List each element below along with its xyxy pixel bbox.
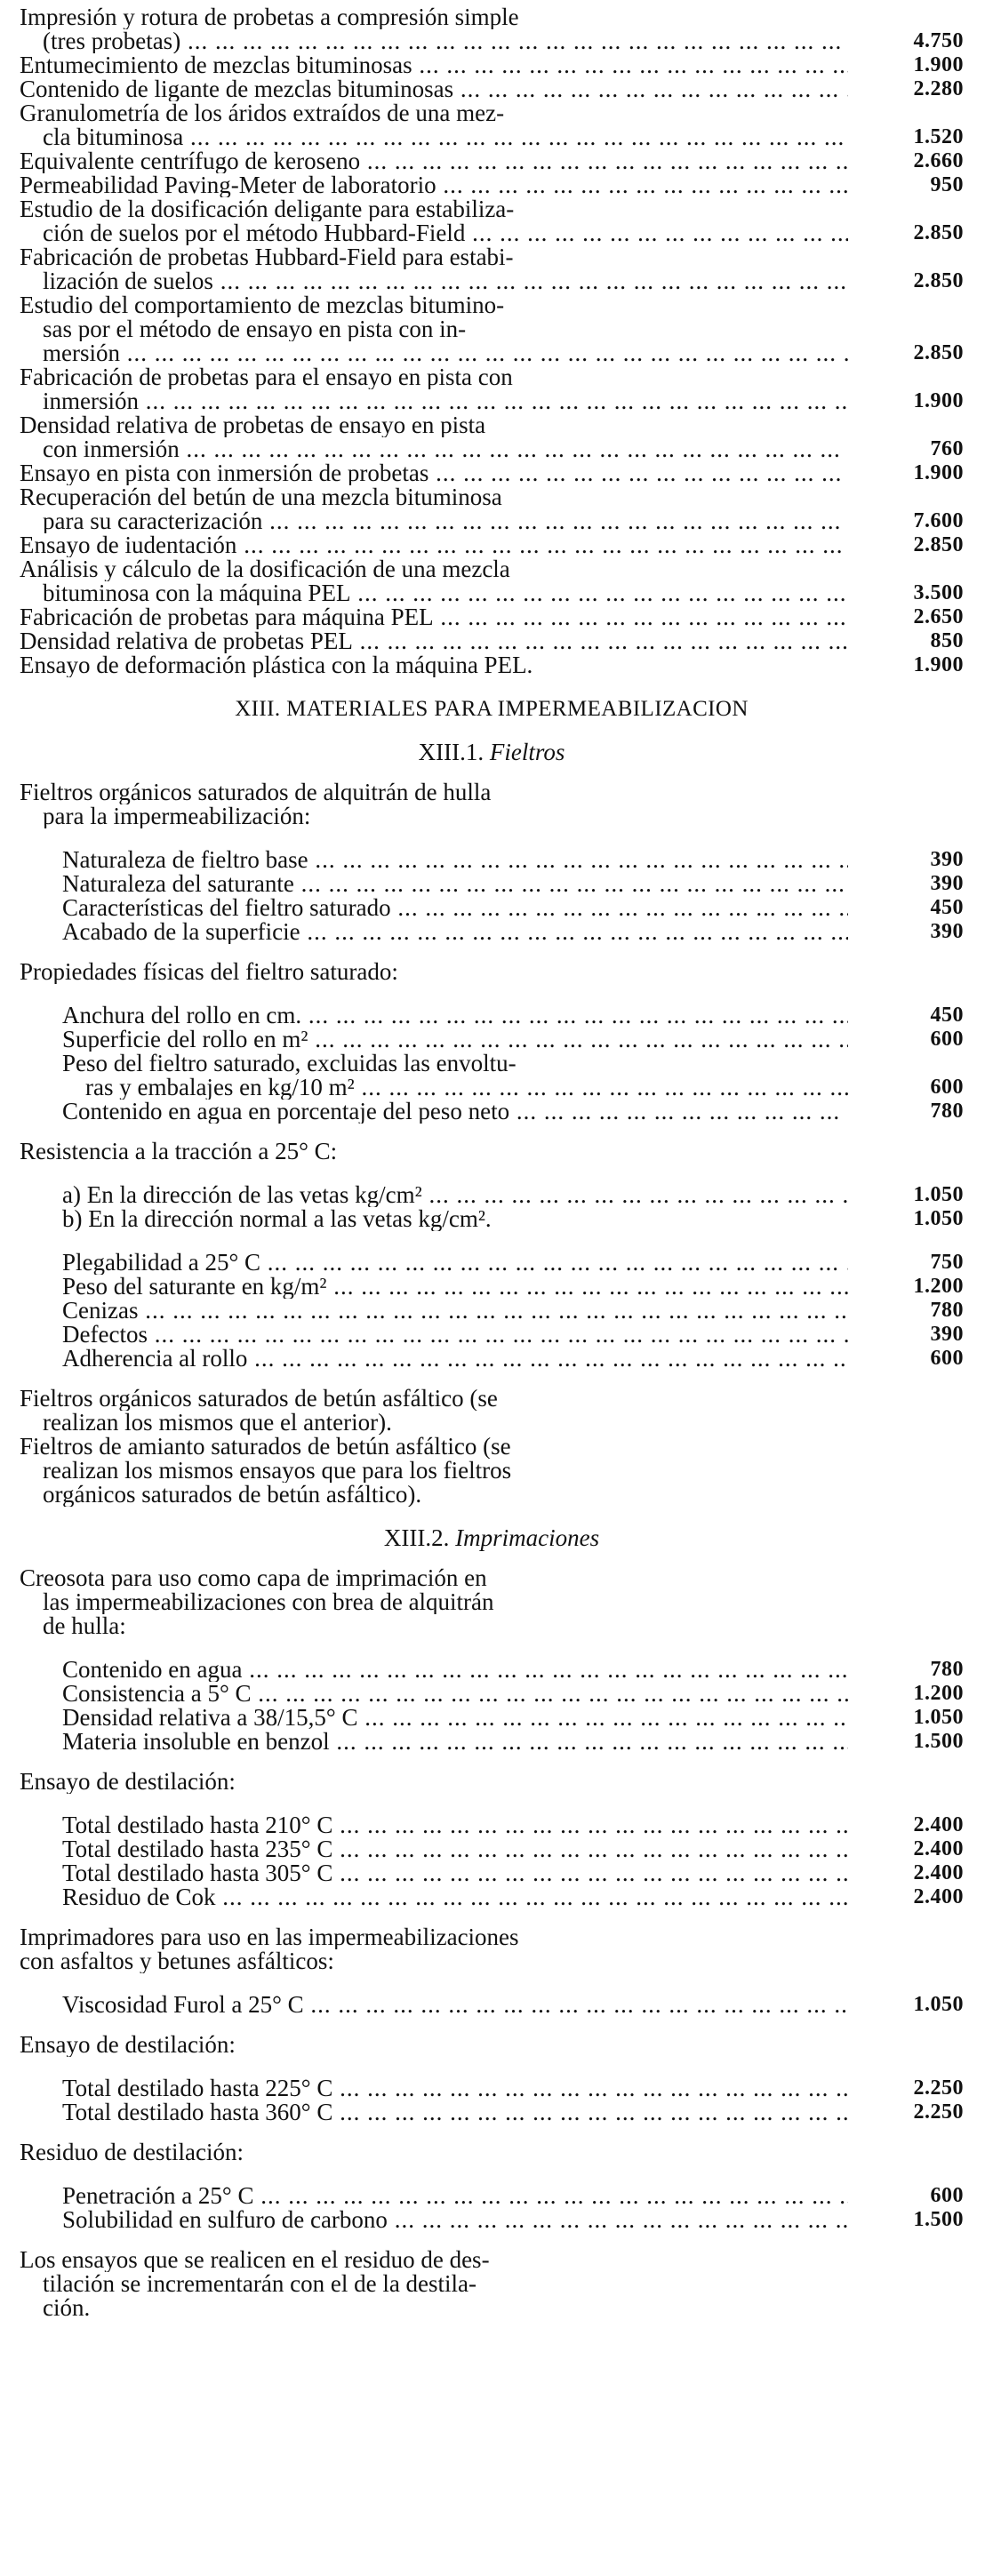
entry-description — [20, 101, 848, 149]
entry-price: 1.900 — [913, 653, 964, 676]
entry-price: 2.400 — [913, 1837, 964, 1860]
entry-line: Superficie del rollo en m² ... . — [62, 1028, 848, 1052]
imprimadores-intro — [20, 1925, 964, 1973]
entry-price: 2.400 — [913, 1885, 964, 1908]
price-entry — [20, 605, 964, 629]
imprimaciones-group-4 — [20, 2076, 964, 2124]
price-entry — [20, 293, 964, 365]
group-label: Ensayo de destilación: — [20, 1770, 236, 1794]
price-entry — [20, 533, 964, 557]
entry-description — [62, 1706, 848, 1730]
entry-line: Peso del fieltro saturado, excluidas las envoltu- — [62, 1052, 517, 1076]
price-entry — [20, 557, 964, 605]
entry-line: b) En la dirección normal a las vetas kg/cm². — [62, 1207, 492, 1231]
price-entry — [62, 1730, 964, 1754]
intro-line: con asfaltos y betunes asfálticos: — [20, 1949, 334, 1973]
entry-line: ción de suelos por el método Hubbard-Field ... . — [20, 221, 848, 245]
note-line: Fieltros orgánicos saturados de betún asfáltico (se — [20, 1387, 498, 1411]
entry-price: 450 — [930, 896, 964, 919]
entry-line: Viscosidad Furol a 25° C ... . — [62, 1993, 848, 2017]
entry-price: 2.650 — [913, 605, 964, 628]
entry-line: Peso del saturante en kg/m² ... . — [62, 1275, 848, 1299]
entry-price: 1.900 — [913, 461, 964, 484]
fieltros-group-1 — [20, 848, 964, 944]
price-entry — [62, 848, 964, 872]
entry-price: 1.200 — [913, 1275, 964, 1298]
group-label: Resistencia a la tracción a 25° C: — [20, 1140, 338, 1164]
entry-description — [62, 1275, 848, 1299]
entry-line: Contenido de ligante de mezclas bituminosas ... . — [20, 77, 848, 101]
price-entry — [62, 1251, 964, 1275]
entry-description — [62, 1323, 848, 1347]
price-entry — [20, 461, 964, 485]
entry-line: Materia insoluble en benzol ... . — [62, 1730, 848, 1754]
entry-price: 1.900 — [913, 53, 964, 76]
entry-line: Residuo de Cok ... . — [62, 1885, 848, 1909]
entry-price: 780 — [930, 1100, 964, 1123]
entry-description — [62, 1052, 848, 1100]
entry-description — [20, 53, 848, 77]
entry-description — [20, 365, 848, 413]
price-entry — [62, 2100, 964, 2124]
price-entry — [20, 629, 964, 653]
subsection-title: Fieltros — [489, 739, 565, 765]
price-entry — [62, 1658, 964, 1682]
entry-line: Fabricación de probetas para máquina PEL ... . — [20, 605, 848, 629]
entry-line: inmersión ... . — [20, 389, 848, 413]
intro-line: para la impermeabilización: — [43, 804, 311, 828]
price-entry — [62, 1183, 964, 1207]
note-line: Los ensayos que se realicen en el residuo de des- — [20, 2248, 490, 2272]
entry-price: 2.400 — [913, 1813, 964, 1836]
entry-description — [62, 1251, 848, 1275]
entry-description — [20, 485, 848, 533]
entry-line: Estudio del comportamiento de mezclas bitumino- — [20, 293, 505, 317]
price-entry — [62, 1028, 964, 1052]
entry-description — [62, 1993, 848, 2017]
entry-description — [20, 629, 848, 653]
price-entry — [62, 2076, 964, 2100]
entry-price: 1.050 — [913, 1993, 964, 2016]
note-line: orgánicos saturados de betún asfáltico). — [43, 1483, 422, 1507]
note-line: realizan los mismos ensayos que para los fieltros — [43, 1459, 512, 1483]
entry-price: 600 — [930, 1028, 964, 1051]
entry-line: Recuperación del betún de una mezcla bituminosa — [20, 485, 502, 509]
entry-line: Cenizas ... . — [62, 1299, 848, 1323]
price-entry — [62, 1837, 964, 1861]
entry-price: 2.250 — [913, 2100, 964, 2124]
imprimaciones-group-1 — [20, 1658, 964, 1754]
entry-line: Impresión y rotura de probetas a compresión simple — [20, 5, 519, 29]
entry-line: sas por el método de ensayo en pista con in- — [43, 317, 467, 341]
price-entry — [62, 2208, 964, 2232]
entry-price: 750 — [930, 1251, 964, 1274]
entry-line: Densidad relativa de probetas de ensayo en pista — [20, 413, 486, 437]
entry-line: Anchura del rollo en cm. ... . — [62, 1004, 848, 1028]
entry-line: con inmersión ... . — [20, 437, 848, 461]
intro-line: de hulla: — [43, 1614, 126, 1638]
entry-line: Consistencia a 5° C ... . — [62, 1682, 848, 1706]
price-entry — [20, 365, 964, 413]
entry-description — [62, 2076, 848, 2100]
price-entry — [62, 1706, 964, 1730]
entry-description — [62, 2184, 848, 2208]
price-entry — [62, 1682, 964, 1706]
price-entry — [62, 1347, 964, 1371]
entry-description — [20, 149, 848, 173]
entry-description — [62, 1207, 848, 1231]
entry-line: Permeabilidad Paving-Meter de laboratorio ... . — [20, 173, 848, 197]
note-line: Fieltros de amianto saturados de betún asfáltico (se — [20, 1435, 511, 1459]
subsection-heading-imprimaciones — [20, 1526, 964, 1550]
intro-line: Imprimadores para uso en las impermeabilizaciones — [20, 1925, 519, 1949]
entry-description — [20, 605, 848, 629]
price-entry — [62, 1993, 964, 2017]
entry-price: 1.050 — [913, 1183, 964, 1206]
entry-description — [62, 872, 848, 896]
entry-price: 2.250 — [913, 2076, 964, 2100]
price-entry — [62, 1813, 964, 1837]
entry-description — [62, 1299, 848, 1323]
entry-price: 1.900 — [913, 389, 964, 412]
price-entry — [62, 1861, 964, 1885]
entry-description — [20, 557, 848, 605]
entry-line: Ensayo en pista con inmersión de probetas ... . — [20, 461, 848, 485]
imprimaciones-intro — [20, 1566, 964, 1638]
entry-description — [20, 533, 848, 557]
entry-line: Defectos ... . — [62, 1323, 848, 1347]
entry-line: lización de suelos ... . — [20, 269, 848, 293]
group-label: Ensayo de destilación: — [20, 2033, 236, 2057]
entry-price: 950 — [930, 173, 964, 196]
price-entry — [20, 77, 964, 101]
entry-price: 390 — [930, 1323, 964, 1346]
entry-price: 1.050 — [913, 1706, 964, 1729]
entry-description — [62, 1813, 848, 1837]
entry-line: Naturaleza de fieltro base ... . — [62, 848, 848, 872]
entry-price: 1.500 — [913, 1730, 964, 1753]
price-entry — [62, 1323, 964, 1347]
price-entry — [62, 2184, 964, 2208]
entry-line: Total destilado hasta 360° C ... . — [62, 2100, 848, 2124]
entry-line: Ensayo de deformación plástica con la máquina PEL. — [20, 653, 533, 677]
entry-line: Características del fieltro saturado ... . — [62, 896, 848, 920]
entry-line: Adherencia al rollo ... . — [62, 1347, 848, 1371]
entry-description — [20, 293, 848, 365]
entry-price: 7.600 — [913, 509, 964, 532]
entry-line: bituminosa con la máquina PEL ... . — [20, 581, 848, 605]
entry-description — [62, 1885, 848, 1909]
entry-description — [62, 2100, 848, 2124]
entry-line: Ensayo de iudentación ... . — [20, 533, 848, 557]
entry-line: Contenido en agua ... . — [62, 1658, 848, 1682]
entry-description — [20, 245, 848, 293]
entry-price: 1.520 — [913, 125, 964, 148]
note-line: tilación se incrementarán con el de la destila- — [43, 2272, 477, 2296]
subsection-title: Imprimaciones — [455, 1524, 600, 1551]
entry-description — [20, 77, 848, 101]
entry-line: mersión ... . — [20, 341, 848, 365]
price-entry — [20, 653, 964, 677]
entry-price: 600 — [930, 2184, 964, 2207]
entry-description — [62, 920, 848, 944]
entry-description — [20, 653, 848, 677]
price-list-top — [20, 5, 964, 677]
entry-line: ras y embalajes en kg/10 m² ... . — [62, 1076, 848, 1100]
closing-note — [20, 2248, 964, 2320]
entry-description — [62, 1682, 848, 1706]
entry-price: 600 — [930, 1076, 964, 1099]
entry-price: 2.660 — [913, 149, 964, 172]
price-entry — [62, 1275, 964, 1299]
entry-line: Plegabilidad a 25° C ... . — [62, 1251, 848, 1275]
entry-line: Contenido en agua en porcentaje del peso neto ... . — [62, 1100, 848, 1124]
entry-description — [62, 1028, 848, 1052]
entry-price: 780 — [930, 1658, 964, 1681]
price-entry — [62, 920, 964, 944]
group-label: Residuo de destilación: — [20, 2140, 244, 2164]
entry-line: para su caracterización ... . — [20, 509, 848, 533]
intro-line: Creosota para uso como capa de imprimación en — [20, 1566, 487, 1590]
note-line: ción. — [43, 2296, 91, 2320]
entry-price: 390 — [930, 920, 964, 943]
fieltros-group-4 — [20, 1251, 964, 1371]
intro-line: las impermeabilizaciones con brea de alquitrán — [43, 1590, 494, 1614]
entry-price: 1.050 — [913, 1207, 964, 1230]
price-entry — [20, 485, 964, 533]
entry-price: 2.280 — [913, 77, 964, 100]
price-entry — [20, 413, 964, 461]
entry-line: Total destilado hasta 225° C ... . — [62, 2076, 848, 2100]
fieltros-group-2 — [20, 1004, 964, 1124]
entry-line: (tres probetas) ... . — [20, 29, 848, 53]
entry-line: Total destilado hasta 235° C ... . — [62, 1837, 848, 1861]
entry-description — [62, 1658, 848, 1682]
entry-price: 1.200 — [913, 1682, 964, 1705]
price-entry — [62, 1885, 964, 1909]
entry-price: 2.850 — [913, 269, 964, 292]
entry-description — [20, 197, 848, 245]
subsection-number: XIII.2. — [383, 1524, 450, 1551]
entry-price: 1.500 — [913, 2208, 964, 2231]
entry-description — [20, 413, 848, 461]
entry-line: Fabricación de probetas Hubbard-Field para estabi- — [20, 245, 514, 269]
entry-price: 450 — [930, 1004, 964, 1027]
entry-price: 390 — [930, 848, 964, 871]
entry-description — [20, 173, 848, 197]
entry-description — [62, 1837, 848, 1861]
entry-price: 780 — [930, 1299, 964, 1322]
entry-line: Total destilado hasta 210° C ... . — [62, 1813, 848, 1837]
entry-price: 760 — [930, 437, 964, 460]
entry-line: Naturaleza del saturante ... . — [62, 872, 848, 896]
fieltros-note-2 — [20, 1435, 964, 1507]
entry-price: 600 — [930, 1347, 964, 1370]
group-label: Propiedades físicas del fieltro saturado: — [20, 960, 398, 984]
entry-line: Granulometría de los áridos extraídos de una mez- — [20, 101, 505, 125]
entry-line: Entumecimiento de mezclas bituminosas ... . — [20, 53, 848, 77]
imprimaciones-group-5 — [20, 2184, 964, 2232]
entry-description — [62, 1100, 848, 1124]
fieltros-note-1 — [20, 1387, 964, 1435]
entry-description — [62, 2208, 848, 2232]
price-entry — [62, 1004, 964, 1028]
entry-price: 850 — [930, 629, 964, 652]
price-entry — [20, 5, 964, 53]
entry-line: Densidad relativa de probetas PEL ... . — [20, 629, 848, 653]
entry-line: Penetración a 25° C ... . — [62, 2184, 848, 2208]
entry-description — [62, 1861, 848, 1885]
entry-description — [20, 461, 848, 485]
entry-description — [62, 896, 848, 920]
price-entry — [62, 1299, 964, 1323]
price-entry — [20, 149, 964, 173]
entry-price: 2.400 — [913, 1861, 964, 1884]
entry-description — [20, 5, 848, 53]
entry-description — [62, 1004, 848, 1028]
entry-description — [62, 1183, 848, 1207]
entry-price: 390 — [930, 872, 964, 895]
imprimaciones-group-2 — [20, 1813, 964, 1909]
price-entry — [62, 1207, 964, 1231]
entry-price: 2.850 — [913, 341, 964, 364]
intro-line: Fieltros orgánicos saturados de alquitrán de hulla — [20, 780, 492, 804]
price-entry — [20, 245, 964, 293]
entry-price: 4.750 — [913, 29, 964, 52]
entry-line: a) En la dirección de las vetas kg/cm² ... . — [62, 1183, 848, 1207]
price-entry — [20, 53, 964, 77]
entry-description — [62, 1730, 848, 1754]
price-entry — [62, 896, 964, 920]
entry-line: Análisis y cálculo de la dosificación de una mezcla — [20, 557, 510, 581]
entry-price: 2.850 — [913, 533, 964, 556]
price-entry — [20, 197, 964, 245]
entry-line: Total destilado hasta 305° C ... . — [62, 1861, 848, 1885]
imprimaciones-group-3 — [20, 1993, 964, 2017]
note-line: realizan los mismos que el anterior). — [43, 1411, 392, 1435]
subsection-number: XIII.1. — [418, 739, 484, 765]
entry-line: Densidad relativa a 38/15,5° C ... . — [62, 1706, 848, 1730]
section-heading: XIII. MATERIALES PARA IMPERMEABILIZACION — [235, 697, 749, 721]
entry-description — [62, 848, 848, 872]
price-entry — [62, 1052, 964, 1100]
price-entry — [62, 1100, 964, 1124]
price-entry — [20, 101, 964, 149]
entry-line: Equivalente centrífugo de keroseno ... . — [20, 149, 848, 173]
entry-description — [62, 1347, 848, 1371]
entry-line: Fabricación de probetas para el ensayo en pista con — [20, 365, 513, 389]
entry-line: Acabado de la superficie ... . — [62, 920, 848, 944]
entry-line: Estudio de la dosificación deligante para estabiliza- — [20, 197, 515, 221]
entry-price: 2.850 — [913, 221, 964, 244]
subsection-heading-fieltros — [20, 740, 964, 764]
entry-line: Solubilidad en sulfuro de carbono ... . — [62, 2208, 848, 2232]
fieltros-group-3 — [20, 1183, 964, 1231]
fieltros-intro — [20, 780, 964, 828]
price-entry — [62, 872, 964, 896]
entry-price: 3.500 — [913, 581, 964, 604]
price-entry — [20, 173, 964, 197]
entry-line: cla bituminosa ... . — [20, 125, 848, 149]
